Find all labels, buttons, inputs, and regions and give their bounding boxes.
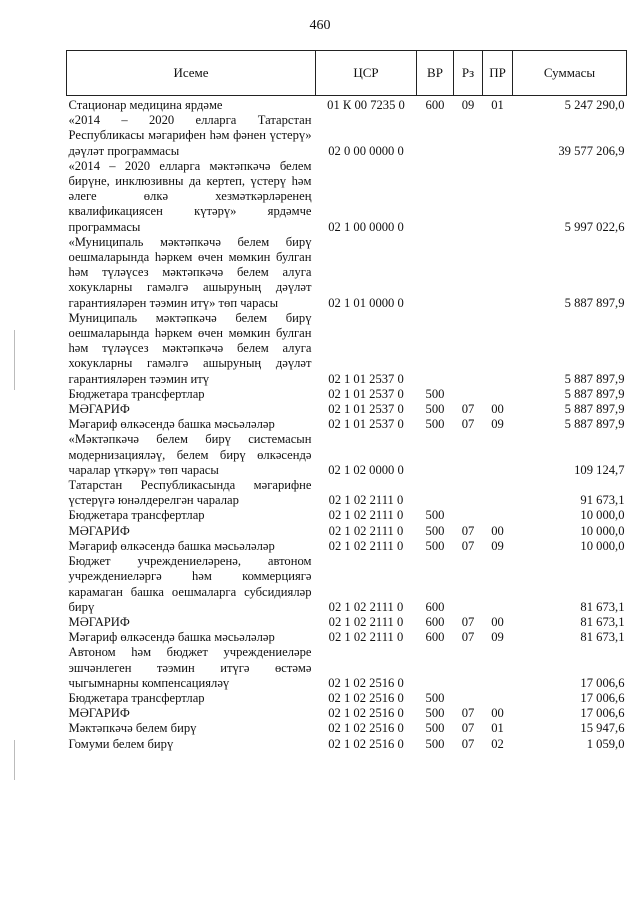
row-vr: 500 xyxy=(425,690,445,705)
row-vr: 500 xyxy=(425,721,445,736)
row-rz: 07 xyxy=(461,538,475,553)
row-csr: 02 1 02 2111 0 xyxy=(328,523,404,538)
table-row xyxy=(67,402,627,417)
row-pr xyxy=(483,691,513,706)
row-pr: 09 xyxy=(491,538,504,553)
row-vr: 500 xyxy=(425,538,445,553)
row-sum: 81 673,1 xyxy=(580,614,625,629)
table-row xyxy=(67,311,627,387)
row-name: Бюджетара трансфертлар xyxy=(68,508,205,523)
row-name: МӘГАРИФ xyxy=(68,614,130,629)
row-sum: 10 000,0 xyxy=(580,538,625,553)
row-sum: 5 887 897,9 xyxy=(564,371,625,386)
row-pr: 01 xyxy=(491,98,504,112)
row-name: Гомуми белем бирү xyxy=(68,736,174,751)
row-name: Автоном һәм бюджет учреждениеләре эшчәнлеген тәэмин итүгә өстәмә чыгымнарны компенсацияләү xyxy=(68,645,312,690)
table-row xyxy=(67,539,627,554)
row-vr xyxy=(417,159,454,235)
row-name: МӘГАРИФ xyxy=(68,523,130,538)
row-vr: 500 xyxy=(425,736,445,751)
column-header-csr: ЦСР xyxy=(316,51,417,96)
row-rz: 09 xyxy=(461,98,475,112)
row-vr: 500 xyxy=(425,523,445,538)
row-rz: 07 xyxy=(461,721,475,736)
table-row xyxy=(67,96,627,114)
table-row xyxy=(67,554,627,615)
row-sum: 10 000,0 xyxy=(580,523,625,538)
row-rz xyxy=(454,645,483,691)
row-pr: 09 xyxy=(491,417,504,432)
row-rz xyxy=(454,478,483,508)
row-name: МӘГАРИФ xyxy=(68,706,130,721)
row-sum: 10 000,0 xyxy=(580,508,625,523)
row-name: Бюджет учреждениеләренә, автоном учреждениеләргә һәм коммерциягә карамаган башка оешмаларга субсидияләр бирү xyxy=(68,554,312,614)
column-header-sum: Суммасы xyxy=(513,51,627,96)
row-name: «2014 – 2020 елларга мәктәпкәчә белем бирүне, инклюзивны да кертеп, үстерү һәм әлеге өлкә хезмәткәрләренең квалификациясен күтәрү» ярдәмче программасы xyxy=(68,158,312,234)
scan-margin-mark xyxy=(14,740,15,780)
row-name: Бюджетара трансфертлар xyxy=(68,690,205,705)
row-csr: 02 1 01 0000 0 xyxy=(328,295,404,310)
table-header-row xyxy=(67,51,627,96)
row-vr: 600 xyxy=(425,599,445,614)
row-sum: 109 124,7 xyxy=(574,462,625,477)
row-csr: 02 1 02 2516 0 xyxy=(328,690,404,705)
row-pr xyxy=(483,432,513,478)
row-pr xyxy=(483,159,513,235)
row-pr xyxy=(483,387,513,402)
table-row xyxy=(67,387,627,402)
row-sum: 91 673,1 xyxy=(580,493,625,508)
row-sum: 81 673,1 xyxy=(580,630,625,645)
table-row xyxy=(67,235,627,311)
row-pr xyxy=(483,113,513,159)
row-rz xyxy=(454,311,483,387)
row-name: Мәгариф өлкәсендә башка мәсьәләләр xyxy=(68,630,275,645)
scan-margin-mark xyxy=(14,330,15,390)
row-csr: 02 1 01 2537 0 xyxy=(328,386,404,401)
column-header-pr: ПР xyxy=(483,51,513,96)
row-name: Мәгариф өлкәсендә башка мәсьәләләр xyxy=(68,538,275,553)
row-vr xyxy=(417,311,454,387)
row-sum: 5 887 897,9 xyxy=(564,402,625,417)
row-vr: 500 xyxy=(425,417,445,432)
row-sum: 5 887 897,9 xyxy=(564,295,625,310)
row-pr: 09 xyxy=(491,630,504,645)
row-rz xyxy=(454,508,483,523)
table-row xyxy=(67,721,627,736)
row-vr: 600 xyxy=(425,614,445,629)
table-row xyxy=(67,706,627,721)
row-rz xyxy=(454,691,483,706)
row-pr: 00 xyxy=(491,402,504,417)
row-rz: 07 xyxy=(461,402,475,417)
row-vr xyxy=(417,113,454,159)
row-name: МӘГАРИФ xyxy=(68,402,130,417)
row-rz: 07 xyxy=(461,736,475,751)
row-pr: 00 xyxy=(491,706,504,721)
row-csr: 02 1 02 2111 0 xyxy=(328,599,404,614)
row-vr xyxy=(417,235,454,311)
row-sum: 15 947,6 xyxy=(580,721,625,736)
row-name: Стационар медицина ярдәме xyxy=(68,98,223,112)
row-csr: 02 1 02 2111 0 xyxy=(328,508,404,523)
row-pr: 00 xyxy=(491,614,504,629)
table-row xyxy=(67,432,627,478)
row-vr xyxy=(417,645,454,691)
table-row xyxy=(67,524,627,539)
row-pr xyxy=(483,478,513,508)
row-csr: 02 1 02 2516 0 xyxy=(328,721,404,736)
row-sum: 17 006,6 xyxy=(580,706,625,721)
row-sum: 17 006,6 xyxy=(580,690,625,705)
row-csr: 02 1 00 0000 0 xyxy=(328,219,404,234)
row-csr: 02 1 01 2537 0 xyxy=(328,371,404,386)
table-row xyxy=(67,630,627,645)
row-csr: 02 0 00 0000 0 xyxy=(328,143,404,158)
row-csr: 02 1 02 2111 0 xyxy=(328,614,404,629)
row-rz xyxy=(454,113,483,159)
table-row xyxy=(67,737,627,752)
row-name: «Муниципаль мәктәпкәчә белем бирү оешмаларында һәркем өчен мөмкин булган һәм түләүсез мәктәпкәчә белем алуга хокукларны гамәлгә ашыруның дәүләт гарантияләрен тәэмин итү» төп чарасы xyxy=(68,234,312,310)
row-sum: 39 577 206,9 xyxy=(558,143,625,158)
column-header-rz: Рз xyxy=(454,51,483,96)
row-csr: 02 1 02 0000 0 xyxy=(328,462,404,477)
row-sum: 5 247 290,0 xyxy=(564,98,625,112)
row-rz xyxy=(454,432,483,478)
row-sum: 17 006,6 xyxy=(580,675,625,690)
row-name: Муниципаль мәктәпкәчә белем бирү оешмаларында һәркем өчен мөмкин булган һәм түләүсез мәктәпкәчә белем алуга хокукларны гамәлгә ашыруның дәүләт гарантияләрен тәэмин итү xyxy=(68,310,312,386)
table-row xyxy=(67,159,627,235)
table-row xyxy=(67,691,627,706)
table-row xyxy=(67,615,627,630)
row-rz xyxy=(454,235,483,311)
row-csr: 02 1 02 2111 0 xyxy=(328,538,404,553)
row-rz xyxy=(454,159,483,235)
row-vr: 500 xyxy=(425,386,445,401)
budget-table xyxy=(66,50,627,752)
row-name: Татарстан Республикасында мәгарифне үстерүгә юнәлдерелгән чаралар xyxy=(68,478,312,508)
row-pr: 01 xyxy=(491,721,504,736)
column-header-name: Исеме xyxy=(67,51,316,96)
row-vr: 500 xyxy=(425,402,445,417)
column-header-vr: ВР xyxy=(417,51,454,96)
row-vr xyxy=(417,432,454,478)
row-vr xyxy=(417,478,454,508)
row-csr: 02 1 02 2111 0 xyxy=(328,493,404,508)
table-row xyxy=(67,417,627,432)
row-name: Бюджетара трансфертлар xyxy=(68,386,205,401)
row-name: «Мәктәпкәчә белем бирү системасын модернизацияләү, белем бирү өлкәсендә чаралар үткәрү» төп чарасы xyxy=(68,432,312,477)
row-sum: 81 673,1 xyxy=(580,599,625,614)
row-name: «2014 – 2020 елларга Татарстан Республикасы мәгарифен һәм фәнен үстерү» дәүләт программасы xyxy=(68,113,312,158)
table-row xyxy=(67,645,627,691)
row-csr: 02 1 01 2537 0 xyxy=(328,402,404,417)
row-pr xyxy=(483,554,513,615)
row-name: Мәктәпкәчә белем бирү xyxy=(68,721,197,736)
row-rz: 07 xyxy=(461,523,475,538)
row-vr: 500 xyxy=(425,706,445,721)
table-row xyxy=(67,508,627,523)
row-pr xyxy=(483,645,513,691)
row-sum: 5 887 897,9 xyxy=(564,417,625,432)
row-rz: 07 xyxy=(461,417,475,432)
row-csr: 02 1 02 2516 0 xyxy=(328,675,404,690)
row-rz xyxy=(454,387,483,402)
page-number: 460 xyxy=(309,18,331,33)
table-row xyxy=(67,113,627,159)
row-csr: 02 1 02 2516 0 xyxy=(328,706,404,721)
row-pr: 02 xyxy=(491,736,504,751)
row-sum: 5 887 897,9 xyxy=(564,386,625,401)
row-pr xyxy=(483,508,513,523)
row-csr: 02 1 02 2111 0 xyxy=(328,630,404,645)
row-csr: 02 1 02 2516 0 xyxy=(328,736,404,751)
row-sum: 1 059,0 xyxy=(586,736,625,751)
row-vr: 600 xyxy=(425,98,445,112)
row-rz: 07 xyxy=(461,630,475,645)
row-sum: 5 997 022,6 xyxy=(564,219,625,234)
row-pr: 00 xyxy=(491,523,504,538)
row-pr xyxy=(483,235,513,311)
table-row xyxy=(67,478,627,508)
row-rz: 07 xyxy=(461,614,475,629)
row-rz: 07 xyxy=(461,706,475,721)
row-csr: 02 1 01 2537 0 xyxy=(328,417,404,432)
row-vr: 500 xyxy=(425,508,445,523)
row-rz xyxy=(454,554,483,615)
row-vr: 600 xyxy=(425,630,445,645)
row-name: Мәгариф өлкәсендә башка мәсьәләләр xyxy=(68,417,275,432)
row-pr xyxy=(483,311,513,387)
row-csr: 01 К 00 7235 0 xyxy=(327,98,405,112)
